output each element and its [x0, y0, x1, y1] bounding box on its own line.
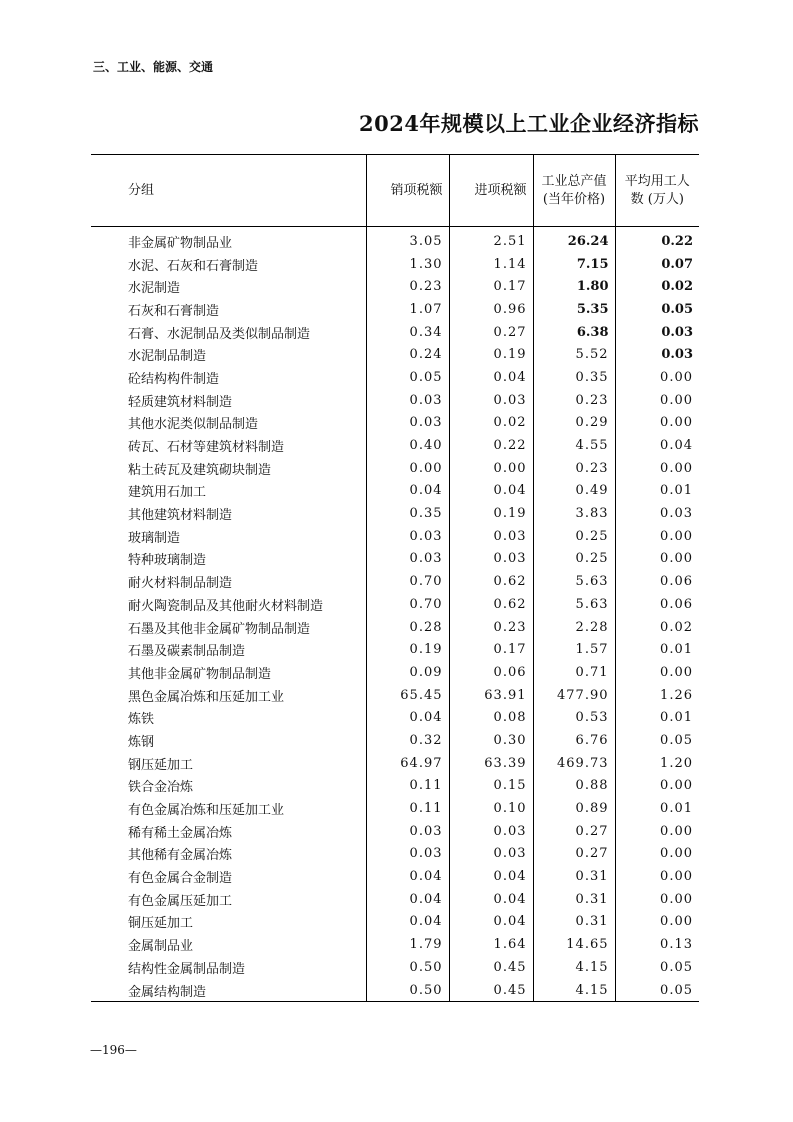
cell-input-tax: 2.51: [449, 227, 533, 253]
cell-input-tax: 0.62: [449, 593, 533, 616]
cell-name: 粘土砖瓦及建筑砌块制造: [128, 462, 272, 478]
cell-output-tax: 0.04: [366, 480, 449, 503]
table-row: [91, 933, 699, 956]
cell-input-tax: 0.30: [449, 729, 533, 752]
cell-avg-workers: 1.26: [615, 684, 699, 707]
cell-name: 轻质建筑材料制造: [128, 394, 233, 410]
cell-output-tax: 1.30: [366, 253, 449, 276]
cell-input-tax: 0.96: [449, 298, 533, 321]
column-header-gross-output: [533, 155, 615, 227]
table-row: [91, 502, 699, 525]
cell-output-tax: 0.03: [366, 843, 449, 866]
cell-avg-workers: 0.00: [615, 843, 699, 866]
cell-avg-workers: 0.00: [615, 661, 699, 684]
cell-gross-output: 5.52: [533, 343, 615, 366]
cell-output-tax: 0.50: [366, 979, 449, 1002]
cell-input-tax: 1.64: [449, 933, 533, 956]
cell-input-tax: 0.17: [449, 275, 533, 298]
cell-gross-output: 0.35: [533, 366, 615, 389]
table-row: [91, 593, 699, 616]
cell-output-tax: 0.34: [366, 321, 449, 344]
cell-gross-output: 0.49: [533, 480, 615, 503]
cell-name: 铁合金冶炼: [128, 780, 194, 796]
cell-gross-output: 0.89: [533, 797, 615, 820]
cell-name: 结构性金属制品制造: [128, 961, 246, 977]
cell-input-tax: 0.22: [449, 434, 533, 457]
cell-gross-output: 0.29: [533, 412, 615, 435]
cell-input-tax: 0.10: [449, 797, 533, 820]
indicator-table: [91, 154, 699, 1002]
cell-name: 其他稀有金属冶炼: [128, 848, 233, 864]
cell-gross-output: 2.28: [533, 616, 615, 639]
cell-gross-output: 0.25: [533, 548, 615, 571]
table-row: [91, 298, 699, 321]
cell-avg-workers: 0.02: [615, 616, 699, 639]
cell-input-tax: 0.45: [449, 956, 533, 979]
cell-input-tax: 0.02: [449, 412, 533, 435]
table-row: [91, 480, 699, 503]
table-row: [91, 638, 699, 661]
cell-gross-output: 4.15: [533, 979, 615, 1002]
cell-output-tax: 0.00: [366, 457, 449, 480]
table-row: [91, 843, 699, 866]
table-row: [91, 227, 699, 253]
cell-gross-output: 0.31: [533, 911, 615, 934]
cell-name: 水泥制品制造: [128, 349, 207, 365]
cell-gross-output: 26.24: [533, 227, 615, 253]
cell-avg-workers: 0.03: [615, 321, 699, 344]
cell-gross-output: 5.63: [533, 570, 615, 593]
column-header-group: 分组: [91, 155, 366, 227]
column-header-avg-workers: [615, 155, 699, 227]
table-row: [91, 956, 699, 979]
cell-name: 耐火陶瓷制品及其他耐火材料制造: [128, 598, 324, 614]
table-row: [91, 343, 699, 366]
cell-gross-output: 5.35: [533, 298, 615, 321]
cell-input-tax: 0.04: [449, 888, 533, 911]
cell-output-tax: 1.07: [366, 298, 449, 321]
cell-gross-output: 1.57: [533, 638, 615, 661]
cell-name: 玻璃制造: [128, 530, 181, 546]
cell-input-tax: 63.39: [449, 752, 533, 775]
cell-input-tax: 63.91: [449, 684, 533, 707]
cell-avg-workers: 0.03: [615, 502, 699, 525]
cell-output-tax: 0.04: [366, 911, 449, 934]
cell-gross-output: 477.90: [533, 684, 615, 707]
cell-output-tax: 0.04: [366, 865, 449, 888]
column-header-output-tax: 销项税额: [366, 155, 449, 227]
table-row: [91, 820, 699, 843]
table-row: [91, 548, 699, 571]
table-row: [91, 797, 699, 820]
cell-avg-workers: 0.05: [615, 729, 699, 752]
cell-name: 铜压延加工: [128, 916, 194, 932]
cell-input-tax: 0.03: [449, 525, 533, 548]
cell-avg-workers: 0.03: [615, 343, 699, 366]
cell-avg-workers: 0.07: [615, 253, 699, 276]
cell-input-tax: 0.04: [449, 865, 533, 888]
cell-avg-workers: 0.00: [615, 888, 699, 911]
cell-input-tax: 0.04: [449, 480, 533, 503]
cell-output-tax: 0.09: [366, 661, 449, 684]
cell-output-tax: 0.24: [366, 343, 449, 366]
cell-input-tax: 0.06: [449, 661, 533, 684]
table-row: [91, 616, 699, 639]
cell-avg-workers: 0.01: [615, 706, 699, 729]
cell-output-tax: 0.19: [366, 638, 449, 661]
cell-name: 炼钢: [128, 734, 155, 750]
cell-avg-workers: 0.00: [615, 412, 699, 435]
cell-name: 金属结构制造: [91, 979, 366, 1002]
cell-avg-workers: 0.00: [615, 389, 699, 412]
cell-input-tax: 0.03: [449, 820, 533, 843]
cell-output-tax: 0.35: [366, 502, 449, 525]
cell-gross-output: 0.88: [533, 775, 615, 798]
cell-gross-output: 1.80: [533, 275, 615, 298]
cell-gross-output: 0.27: [533, 820, 615, 843]
cell-input-tax: 0.19: [449, 502, 533, 525]
cell-output-tax: 0.03: [366, 548, 449, 571]
page-title: 2024年规模以上工业企业经济指标: [359, 111, 699, 136]
cell-gross-output: 0.71: [533, 661, 615, 684]
cell-name: 稀有稀土金属冶炼: [128, 825, 233, 841]
cell-input-tax: 0.03: [449, 548, 533, 571]
cell-input-tax: 0.03: [449, 843, 533, 866]
cell-name: 炼铁: [128, 712, 155, 728]
cell-avg-workers: 0.00: [615, 865, 699, 888]
cell-name: 水泥、石灰和石膏制造: [128, 258, 259, 274]
column-header-input-tax: 进项税额: [449, 155, 533, 227]
cell-avg-workers: 0.05: [615, 298, 699, 321]
table-row: [91, 979, 699, 1002]
cell-avg-workers: 0.00: [615, 366, 699, 389]
table-row: [91, 752, 699, 775]
table-row: [91, 366, 699, 389]
cell-output-tax: 0.23: [366, 275, 449, 298]
cell-output-tax: 0.70: [366, 593, 449, 616]
cell-avg-workers: 0.22: [615, 227, 699, 253]
cell-name: 有色金属压延加工: [128, 893, 233, 909]
column-header-avg-workers-line2: 数 (万人): [630, 191, 684, 207]
cell-avg-workers: 0.01: [615, 638, 699, 661]
cell-output-tax: 65.45: [366, 684, 449, 707]
table-row: [91, 911, 699, 934]
cell-input-tax: 0.17: [449, 638, 533, 661]
table-row: [91, 525, 699, 548]
section-header: 三、工业、能源、交通: [93, 60, 214, 74]
cell-output-tax: 1.79: [366, 933, 449, 956]
cell-avg-workers: 0.00: [615, 457, 699, 480]
table-row: [91, 321, 699, 344]
cell-avg-workers: 0.06: [615, 593, 699, 616]
cell-name: 水泥制造: [128, 281, 181, 297]
column-header-avg-workers-line1: 平均用工人: [624, 173, 690, 189]
table-row: [91, 661, 699, 684]
cell-input-tax: 0.15: [449, 775, 533, 798]
table-header-row: [91, 155, 699, 227]
cell-output-tax: 0.32: [366, 729, 449, 752]
cell-gross-output: 0.53: [533, 706, 615, 729]
cell-name: 其他水泥类似制品制造: [128, 417, 259, 433]
table-row: [91, 570, 699, 593]
cell-name: 金属制品业: [128, 939, 194, 955]
table-row: [91, 275, 699, 298]
cell-name: 非金属矿物制品业: [128, 235, 233, 251]
table-row: [91, 253, 699, 276]
cell-name: 石墨及其他非金属矿物制品制造: [128, 621, 311, 637]
cell-avg-workers: 0.04: [615, 434, 699, 457]
cell-input-tax: 0.00: [449, 457, 533, 480]
cell-input-tax: 0.23: [449, 616, 533, 639]
cell-output-tax: 0.40: [366, 434, 449, 457]
cell-name: 石灰和石膏制造: [128, 303, 220, 319]
cell-gross-output: 0.25: [533, 525, 615, 548]
cell-name: 建筑用石加工: [128, 485, 207, 501]
cell-avg-workers: 0.06: [615, 570, 699, 593]
page-number: —196—: [90, 1043, 137, 1057]
cell-input-tax: 1.14: [449, 253, 533, 276]
cell-gross-output: 3.83: [533, 502, 615, 525]
cell-input-tax: 0.19: [449, 343, 533, 366]
table-row: [91, 457, 699, 480]
cell-output-tax: 0.04: [366, 888, 449, 911]
cell-output-tax: 0.03: [366, 389, 449, 412]
cell-avg-workers: 0.00: [615, 525, 699, 548]
cell-output-tax: 0.11: [366, 775, 449, 798]
cell-name: 黑色金属冶炼和压延加工业: [128, 689, 285, 705]
cell-output-tax: 0.03: [366, 820, 449, 843]
cell-output-tax: 0.11: [366, 797, 449, 820]
cell-name: 石膏、水泥制品及类似制品制造: [128, 326, 311, 342]
cell-avg-workers: 0.00: [615, 911, 699, 934]
cell-input-tax: 0.04: [449, 366, 533, 389]
cell-output-tax: 0.50: [366, 956, 449, 979]
cell-gross-output: 0.23: [533, 389, 615, 412]
cell-gross-output: 5.63: [533, 593, 615, 616]
cell-input-tax: 0.45: [449, 979, 533, 1002]
cell-avg-workers: 0.05: [615, 979, 699, 1002]
cell-name: 石墨及碳素制品制造: [128, 644, 246, 660]
cell-gross-output: 469.73: [533, 752, 615, 775]
cell-name: 有色金属合金制造: [128, 871, 233, 887]
table-row: [91, 865, 699, 888]
cell-gross-output: 4.15: [533, 956, 615, 979]
cell-name: 其他建筑材料制造: [128, 508, 233, 524]
cell-gross-output: 0.23: [533, 457, 615, 480]
cell-input-tax: 0.08: [449, 706, 533, 729]
cell-avg-workers: 0.01: [615, 797, 699, 820]
cell-output-tax: 0.03: [366, 412, 449, 435]
cell-name: 砼结构构件制造: [128, 371, 220, 387]
cell-gross-output: 14.65: [533, 933, 615, 956]
cell-avg-workers: 0.00: [615, 820, 699, 843]
cell-gross-output: 0.27: [533, 843, 615, 866]
cell-output-tax: 0.05: [366, 366, 449, 389]
cell-input-tax: 0.62: [449, 570, 533, 593]
cell-output-tax: 0.28: [366, 616, 449, 639]
table-row: [91, 434, 699, 457]
cell-output-tax: 3.05: [366, 227, 449, 253]
cell-output-tax: 0.03: [366, 525, 449, 548]
cell-input-tax: 0.03: [449, 389, 533, 412]
column-header-gross-output-line1: 工业总产值: [541, 173, 607, 189]
cell-gross-output: 4.55: [533, 434, 615, 457]
cell-name: 耐火材料制品制造: [128, 576, 233, 592]
cell-input-tax: 0.04: [449, 911, 533, 934]
cell-output-tax: 64.97: [366, 752, 449, 775]
cell-name: 其他非金属矿物制品制造: [128, 666, 272, 682]
cell-gross-output: 6.76: [533, 729, 615, 752]
table-row: [91, 888, 699, 911]
table-row: [91, 684, 699, 707]
cell-avg-workers: 0.01: [615, 480, 699, 503]
cell-input-tax: 0.27: [449, 321, 533, 344]
cell-avg-workers: 1.20: [615, 752, 699, 775]
cell-avg-workers: 0.00: [615, 548, 699, 571]
cell-name: 特种玻璃制造: [128, 553, 207, 569]
cell-avg-workers: 0.02: [615, 275, 699, 298]
table-row: [91, 729, 699, 752]
cell-output-tax: 0.70: [366, 570, 449, 593]
column-header-gross-output-line2: (当年价格): [542, 191, 606, 207]
table-row: [91, 706, 699, 729]
cell-avg-workers: 0.00: [615, 775, 699, 798]
cell-output-tax: 0.04: [366, 706, 449, 729]
table-row: [91, 412, 699, 435]
cell-avg-workers: 0.13: [615, 933, 699, 956]
cell-name: 钢压延加工: [128, 757, 194, 773]
cell-name: 有色金属冶炼和压延加工业: [128, 803, 285, 819]
cell-gross-output: 6.38: [533, 321, 615, 344]
cell-avg-workers: 0.05: [615, 956, 699, 979]
cell-gross-output: 0.31: [533, 865, 615, 888]
cell-name: 砖瓦、石材等建筑材料制造: [128, 440, 285, 456]
table-row: [91, 775, 699, 798]
cell-gross-output: 7.15: [533, 253, 615, 276]
cell-gross-output: 0.31: [533, 888, 615, 911]
table-row: [91, 389, 699, 412]
